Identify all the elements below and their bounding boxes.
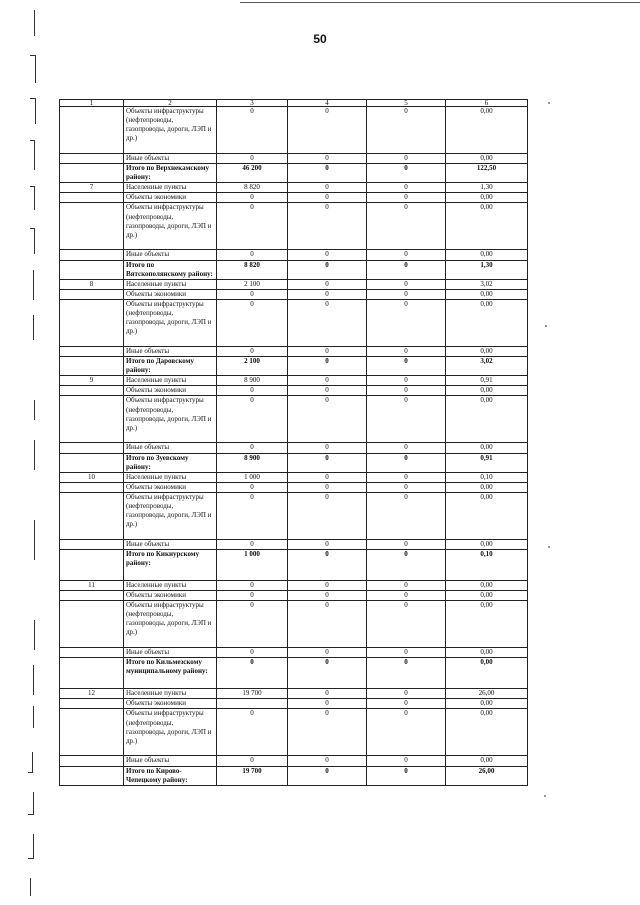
- value-cell: 0: [367, 203, 446, 250]
- value-cell: 0,10: [446, 549, 528, 580]
- row-label-cell: Населенные пункты: [124, 580, 217, 590]
- value-cell: 0: [217, 289, 288, 299]
- row-label-cell: Объекты экономики: [124, 699, 217, 709]
- value-cell: 0: [367, 648, 446, 658]
- value-cell: 1,30: [446, 260, 528, 279]
- row-index-cell: [60, 549, 124, 580]
- value-cell: 0: [288, 203, 367, 250]
- value-cell: 8 900: [217, 453, 288, 472]
- value-cell: 0: [288, 709, 367, 756]
- row-index-cell: [60, 346, 124, 356]
- table-row: [60, 472, 528, 482]
- table-row: [60, 154, 528, 164]
- value-cell: 0: [217, 601, 288, 648]
- table-row: [60, 193, 528, 203]
- value-cell: 0: [288, 648, 367, 658]
- value-cell: 0: [217, 709, 288, 756]
- row-index-cell: [60, 453, 124, 472]
- row-label-cell: Иные объекты: [124, 154, 217, 164]
- row-label-cell: Объекты экономики: [124, 193, 217, 203]
- value-cell: 0: [217, 591, 288, 601]
- value-cell: 0,00: [446, 346, 528, 356]
- value-cell: 0,00: [446, 154, 528, 164]
- value-cell: 0: [288, 658, 367, 689]
- table-row: [60, 699, 528, 709]
- row-label-cell: Итого по Верхнекамскому району:: [124, 164, 217, 183]
- table-row: [60, 482, 528, 492]
- table-row: [60, 386, 528, 396]
- value-cell: 0: [367, 766, 446, 785]
- value-cell: 0: [217, 443, 288, 453]
- value-cell: 2 100: [217, 357, 288, 376]
- value-cell: 0,00: [446, 539, 528, 549]
- value-cell: 0,00: [446, 386, 528, 396]
- value-cell: 0: [367, 689, 446, 699]
- row-label-cell: Итого по Вятскополянскому району:: [124, 260, 217, 279]
- scan-speck: [548, 102, 550, 104]
- row-label-cell: Итого по Кирово-Чепецкому району:: [124, 766, 217, 785]
- value-cell: 0: [217, 658, 288, 689]
- value-cell: 0: [217, 386, 288, 396]
- row-label-cell: Объекты инфраструктуры (нефтепроводы, газопроводы, дороги, ЛЭП и др.): [124, 203, 217, 250]
- value-cell: 0: [217, 492, 288, 539]
- value-cell: 0: [217, 346, 288, 356]
- page-number: 50: [313, 32, 327, 46]
- row-label-cell: Населенные пункты: [124, 376, 217, 386]
- row-index-cell: 10: [60, 472, 124, 482]
- row-index-cell: [60, 107, 124, 154]
- row-label-cell: Иные объекты: [124, 756, 217, 766]
- value-cell: 0: [288, 766, 367, 785]
- value-cell: 0: [217, 193, 288, 203]
- value-cell: 0,00: [446, 648, 528, 658]
- value-cell: 0: [367, 580, 446, 590]
- value-cell: 0,00: [446, 193, 528, 203]
- table-row: [60, 453, 528, 472]
- value-cell: 3,02: [446, 357, 528, 376]
- table-row: [60, 203, 528, 250]
- value-cell: 0,00: [446, 107, 528, 154]
- row-index-cell: 8: [60, 279, 124, 289]
- value-cell: 8 900: [217, 376, 288, 386]
- top-border-line: [240, 2, 640, 3]
- value-cell: 0: [288, 443, 367, 453]
- row-index-cell: [60, 357, 124, 376]
- row-index-cell: [60, 658, 124, 689]
- value-cell: 0: [288, 386, 367, 396]
- value-cell: 0: [367, 443, 446, 453]
- table-row: [60, 658, 528, 689]
- column-header: 5: [367, 100, 446, 107]
- value-cell: 1 000: [217, 549, 288, 580]
- table-row: [60, 260, 528, 279]
- value-cell: 0: [367, 183, 446, 193]
- row-label-cell: Объекты экономики: [124, 386, 217, 396]
- table-row: [60, 376, 528, 386]
- row-index-cell: [60, 591, 124, 601]
- value-cell: 0: [367, 357, 446, 376]
- value-cell: 26,00: [446, 689, 528, 699]
- value-cell: 0,00: [446, 591, 528, 601]
- table-row: [60, 443, 528, 453]
- table-row: [60, 492, 528, 539]
- table-row: [60, 107, 528, 154]
- value-cell: 0: [288, 289, 367, 299]
- row-index-cell: [60, 396, 124, 443]
- value-cell: 0,00: [446, 756, 528, 766]
- value-cell: 0: [367, 549, 446, 580]
- value-cell: 0: [367, 699, 446, 709]
- row-index-cell: 12: [60, 689, 124, 699]
- row-label-cell: Объекты экономики: [124, 482, 217, 492]
- table-body: [60, 107, 528, 786]
- value-cell: 0,00: [446, 299, 528, 346]
- table-row: [60, 279, 528, 289]
- value-cell: 0: [367, 250, 446, 260]
- row-label-cell: Итого по Зуевскому району:: [124, 453, 217, 472]
- value-cell: 0: [288, 357, 367, 376]
- row-index-cell: [60, 601, 124, 648]
- value-cell: 0,00: [446, 396, 528, 443]
- value-cell: 0: [367, 386, 446, 396]
- scan-speck: [548, 546, 550, 548]
- value-cell: 0: [288, 699, 367, 709]
- value-cell: 0: [367, 193, 446, 203]
- value-cell: 0: [217, 299, 288, 346]
- table-row: [60, 601, 528, 648]
- row-label-cell: Объекты инфраструктуры (нефтепроводы, газопроводы, дороги, ЛЭП и др.): [124, 396, 217, 443]
- row-label-cell: Объекты инфраструктуры (нефтепроводы, газопроводы, дороги, ЛЭП и др.): [124, 709, 217, 756]
- row-label-cell: Объекты инфраструктуры (нефтепроводы, газопроводы, дороги, ЛЭП и др.): [124, 107, 217, 154]
- column-header: 3: [217, 100, 288, 107]
- value-cell: 0: [367, 482, 446, 492]
- row-index-cell: 11: [60, 580, 124, 590]
- value-cell: 0,00: [446, 289, 528, 299]
- value-cell: 0,00: [446, 492, 528, 539]
- value-cell: 0: [288, 164, 367, 183]
- column-header: 2: [124, 100, 217, 107]
- value-cell: 0: [288, 756, 367, 766]
- row-index-cell: [60, 709, 124, 756]
- row-index-cell: [60, 386, 124, 396]
- row-label-cell: Населенные пункты: [124, 689, 217, 699]
- value-cell: 0: [288, 492, 367, 539]
- value-cell: 0,00: [446, 443, 528, 453]
- row-index-cell: 7: [60, 183, 124, 193]
- value-cell: 0,00: [446, 203, 528, 250]
- value-cell: 0: [217, 482, 288, 492]
- value-cell: 0: [288, 601, 367, 648]
- value-cell: 0: [367, 164, 446, 183]
- value-cell: 0: [288, 376, 367, 386]
- row-label-cell: Итого по Кильмезскому муниципальному району:: [124, 658, 217, 689]
- value-cell: 0: [288, 549, 367, 580]
- value-cell: 0: [367, 289, 446, 299]
- value-cell: 0: [367, 154, 446, 164]
- value-cell: 0: [288, 580, 367, 590]
- row-index-cell: [60, 203, 124, 250]
- table-row: [60, 766, 528, 785]
- row-label-cell: Объекты инфраструктуры (нефтепроводы, газопроводы, дороги, ЛЭП и др.): [124, 299, 217, 346]
- value-cell: 0: [288, 260, 367, 279]
- table-row: [60, 539, 528, 549]
- row-index-cell: [60, 250, 124, 260]
- column-header: 6: [446, 100, 528, 107]
- row-index-cell: [60, 482, 124, 492]
- value-cell: 0: [217, 756, 288, 766]
- row-label-cell: Объекты экономики: [124, 289, 217, 299]
- value-cell: 0: [288, 539, 367, 549]
- value-cell: 0: [367, 492, 446, 539]
- row-index-cell: 9: [60, 376, 124, 386]
- value-cell: [217, 699, 288, 709]
- value-cell: 0,91: [446, 376, 528, 386]
- value-cell: 0: [217, 250, 288, 260]
- table-row: [60, 549, 528, 580]
- value-cell: 19 700: [217, 766, 288, 785]
- value-cell: 0: [217, 154, 288, 164]
- row-index-cell: [60, 154, 124, 164]
- table-row: [60, 299, 528, 346]
- value-cell: 122,50: [446, 164, 528, 183]
- value-cell: 0: [288, 396, 367, 443]
- table-row: [60, 689, 528, 699]
- table-row: [60, 756, 528, 766]
- row-label-cell: Иные объекты: [124, 346, 217, 356]
- table-row: [60, 709, 528, 756]
- value-cell: 0: [367, 601, 446, 648]
- value-cell: 0: [367, 260, 446, 279]
- value-cell: 0: [367, 472, 446, 482]
- table-row: [60, 396, 528, 443]
- row-index-cell: [60, 443, 124, 453]
- value-cell: 1 000: [217, 472, 288, 482]
- value-cell: 0: [217, 539, 288, 549]
- table-row: [60, 164, 528, 183]
- value-cell: 0: [367, 396, 446, 443]
- row-label-cell: Иные объекты: [124, 539, 217, 549]
- value-cell: 0: [288, 346, 367, 356]
- value-cell: 0,00: [446, 601, 528, 648]
- value-cell: 0: [288, 250, 367, 260]
- row-index-cell: [60, 756, 124, 766]
- value-cell: 0: [367, 591, 446, 601]
- row-index-cell: [60, 193, 124, 203]
- row-label-cell: Иные объекты: [124, 250, 217, 260]
- value-cell: 0: [288, 107, 367, 154]
- row-label-cell: Объекты инфраструктуры (нефтепроводы, газопроводы, дороги, ЛЭП и др.): [124, 492, 217, 539]
- value-cell: 0,00: [446, 482, 528, 492]
- scan-binding-marks: [0, 0, 60, 905]
- value-cell: 0: [217, 203, 288, 250]
- value-cell: 0: [288, 279, 367, 289]
- value-cell: 0: [367, 279, 446, 289]
- value-cell: 0,00: [446, 699, 528, 709]
- table-row: [60, 591, 528, 601]
- row-label-cell: Населенные пункты: [124, 183, 217, 193]
- value-cell: 0: [288, 299, 367, 346]
- value-cell: 1,30: [446, 183, 528, 193]
- value-cell: 0,91: [446, 453, 528, 472]
- value-cell: 0: [288, 193, 367, 203]
- value-cell: 0,00: [446, 250, 528, 260]
- row-label-cell: Итого по Даровскому району:: [124, 357, 217, 376]
- value-cell: 0: [367, 709, 446, 756]
- value-cell: 0: [367, 658, 446, 689]
- statistics-table: [59, 99, 528, 786]
- table-row: [60, 183, 528, 193]
- row-index-cell: [60, 164, 124, 183]
- row-index-cell: [60, 260, 124, 279]
- value-cell: 0: [367, 299, 446, 346]
- value-cell: 0: [367, 539, 446, 549]
- value-cell: 2 100: [217, 279, 288, 289]
- value-cell: 0: [288, 183, 367, 193]
- value-cell: 0: [288, 591, 367, 601]
- value-cell: 0: [217, 396, 288, 443]
- value-cell: 0: [367, 453, 446, 472]
- row-label-cell: Объекты экономики: [124, 591, 217, 601]
- row-index-cell: [60, 299, 124, 346]
- row-index-cell: [60, 699, 124, 709]
- column-header: 1: [60, 100, 124, 107]
- value-cell: 26,00: [446, 766, 528, 785]
- value-cell: 0: [217, 107, 288, 154]
- value-cell: 0: [288, 453, 367, 472]
- column-header: 4: [288, 100, 367, 107]
- table-row: [60, 648, 528, 658]
- value-cell: 0: [367, 756, 446, 766]
- value-cell: 8 820: [217, 183, 288, 193]
- table-row: [60, 346, 528, 356]
- value-cell: 0,00: [446, 580, 528, 590]
- value-cell: 0: [367, 107, 446, 154]
- value-cell: 46 200: [217, 164, 288, 183]
- row-label-cell: Иные объекты: [124, 648, 217, 658]
- row-index-cell: [60, 648, 124, 658]
- column-number-row: [60, 100, 528, 107]
- value-cell: 0: [288, 154, 367, 164]
- table-row: [60, 250, 528, 260]
- row-label-cell: Населенные пункты: [124, 279, 217, 289]
- scan-speck: [545, 325, 547, 327]
- table-row: [60, 357, 528, 376]
- row-label-cell: Объекты инфраструктуры (нефтепроводы, газопроводы, дороги, ЛЭП и др.): [124, 601, 217, 648]
- value-cell: 0: [288, 472, 367, 482]
- value-cell: 0,10: [446, 472, 528, 482]
- value-cell: 0: [367, 376, 446, 386]
- value-cell: 0: [217, 648, 288, 658]
- row-index-cell: [60, 766, 124, 785]
- scan-speck: [544, 795, 546, 797]
- value-cell: 0: [217, 580, 288, 590]
- value-cell: 0,00: [446, 709, 528, 756]
- value-cell: 0: [288, 689, 367, 699]
- value-cell: 0,00: [446, 658, 528, 689]
- row-index-cell: [60, 539, 124, 549]
- value-cell: 8 820: [217, 260, 288, 279]
- value-cell: 0: [367, 346, 446, 356]
- row-index-cell: [60, 492, 124, 539]
- table-row: [60, 289, 528, 299]
- row-label-cell: Населенные пункты: [124, 472, 217, 482]
- value-cell: 3,02: [446, 279, 528, 289]
- row-label-cell: Иные объекты: [124, 443, 217, 453]
- value-cell: 19 700: [217, 689, 288, 699]
- value-cell: 0: [288, 482, 367, 492]
- row-label-cell: Итого по Кикнурскому району:: [124, 549, 217, 580]
- row-index-cell: [60, 289, 124, 299]
- table-row: [60, 580, 528, 590]
